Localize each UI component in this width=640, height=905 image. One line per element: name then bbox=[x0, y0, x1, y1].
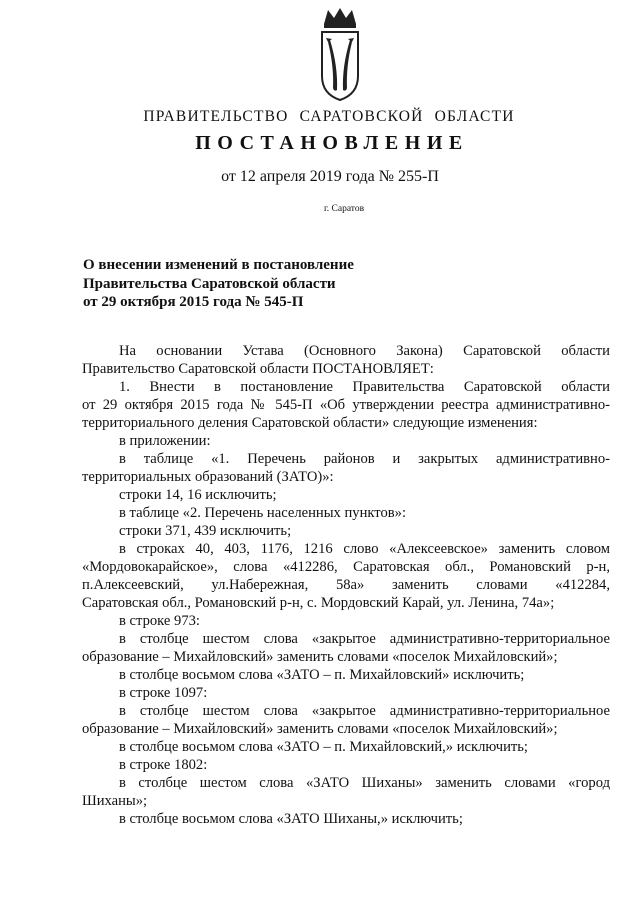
body-line: Шиханы»; bbox=[82, 793, 148, 809]
body-line: На основании Устава (Основного Закона) Саратовской области bbox=[119, 343, 610, 359]
body-line: строки 371, 439 исключить; bbox=[119, 523, 292, 539]
body-line: в строках 40, 403, 1176, 1216 слово «Алексеевское» заменить словом bbox=[119, 541, 610, 557]
body-line: в столбце шестом слова «закрытое административно-территориальное bbox=[119, 631, 610, 647]
subject-line: от 29 октября 2015 года № 545-П bbox=[83, 294, 304, 310]
body-line: в таблице «2. Перечень населенных пунктов»: bbox=[119, 505, 407, 521]
body-line: в строке 973: bbox=[119, 613, 200, 629]
body-line: п.Алексеевский, ул.Набережная, 58а» заменить словами «412284, bbox=[82, 577, 610, 593]
body-line: территориальных образований (ЗАТО)»: bbox=[82, 469, 334, 485]
document-city: г. Саратов bbox=[323, 204, 365, 214]
body-line: в строке 1097: bbox=[119, 685, 208, 701]
document-subject bbox=[83, 256, 413, 312]
body-line: Саратовская обл., Романовский р-н, с. Мордовский Карай, ул. Ленина, 74а»; bbox=[82, 595, 555, 611]
body-line: в столбце шестом слова «ЗАТО Шиханы» заменить словами «город bbox=[119, 775, 610, 791]
body-line: образование – Михайловский» заменить словами «поселок Михайловский»; bbox=[82, 649, 558, 665]
body-line: в приложении: bbox=[119, 433, 211, 449]
body-line: от 29 октября 2015 года № 545-П «Об утверждении реестра административно- bbox=[82, 397, 610, 413]
body-line: в таблице «1. Перечень районов и закрытых административно- bbox=[119, 451, 610, 467]
body-line: «Мордовокарайское», слова «412286, Саратовская обл., Романовский р-н, bbox=[82, 559, 610, 575]
body-line: в столбце восьмом слова «ЗАТО Шиханы,» исключить; bbox=[119, 811, 463, 827]
body-line: в столбце восьмом слова «ЗАТО – п. Михайловский» исключить; bbox=[119, 667, 525, 683]
body-line: территориального деления Саратовской области» следующие изменения: bbox=[82, 415, 538, 431]
subject-line: О внесении изменений в постановление bbox=[83, 257, 354, 273]
body-line: образование – Михайловский» заменить словами «поселок Михайловский»; bbox=[82, 721, 558, 737]
body-line: в столбце шестом слова «закрытое административно-территориальное bbox=[119, 703, 610, 719]
government-title: ПРАВИТЕЛЬСТВО САРАТОВСКОЙ ОБЛАСТИ bbox=[143, 108, 515, 125]
body-line: строки 14, 16 исключить; bbox=[119, 487, 277, 503]
document-body bbox=[82, 342, 610, 828]
body-line: в строке 1802: bbox=[119, 757, 208, 773]
document-type: ПОСТАНОВЛЕНИЕ bbox=[195, 132, 469, 154]
body-line: 1. Внести в постановление Правительства Саратовской области bbox=[119, 379, 610, 395]
saratov-coat-of-arms-icon bbox=[318, 6, 362, 102]
body-line: в столбце восьмом слова «ЗАТО – п. Михайловский,» исключить; bbox=[119, 739, 528, 755]
subject-line: Правительства Саратовской области bbox=[83, 275, 336, 292]
document-date-number: от 12 апреля 2019 года № 255-П bbox=[221, 168, 439, 185]
body-line: Правительство Саратовской области ПОСТАНОВЛЯЕТ: bbox=[82, 361, 434, 377]
